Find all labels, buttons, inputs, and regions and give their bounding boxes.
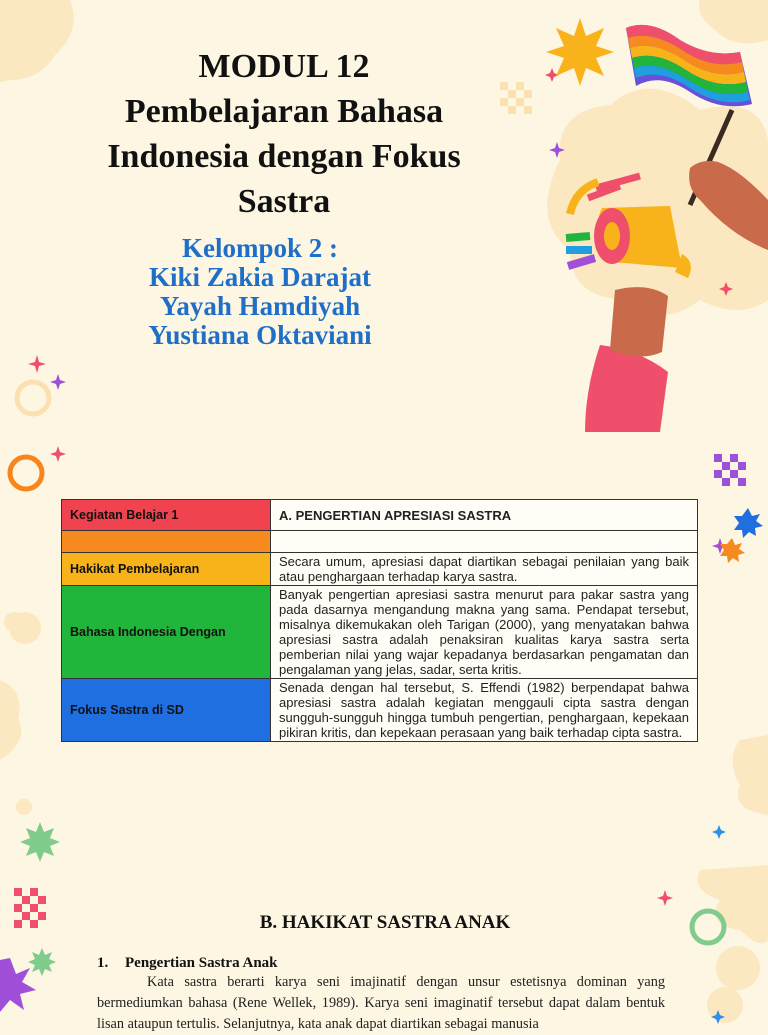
row-value: Senada dengan hal tersebut, S. Effendi (1982) berpendapat bahwa apresiasi sastra adalah kegiatan menggauli cipta sastra dengan sungguh-sungguh hingga tumbuh pengertian, penghargaan, kepekaan pikiran kritis, dan kepekaan perasaan yang baik terhadap cipta sastra.: [271, 679, 698, 742]
row-value: Banyak pengertian apresiasi sastra menurut para pakar sastra yang pada dasarnya mengandung makna yang sama. Pendapat tersebut, misalnya dikemukakan oleh Tarigan (2000), yang menyatakan bahwa apresiasi sastra adalah penaksiran kualitas karya sastra serta pemberian nilai yang wajar kepadanya berdasarkan pengamatan dan pengalaman yang jelas, sadar, serta kritis.: [271, 586, 698, 679]
starburst-shape: [28, 948, 56, 976]
group-members: [120, 234, 400, 350]
row-label: Hakikat Pembelajaran: [62, 553, 271, 586]
row-value: [271, 531, 698, 553]
ring-shape: [692, 911, 724, 943]
member-name: Yayah Hamdiyah: [120, 292, 400, 321]
blob-shape: [698, 865, 768, 943]
body-paragraph: Kata sastra berarti karya seni imajinatif dengan unsur estetisnya dominan yang bermediumkan bahasa (Rene Wellek, 1989). Karya seni imaginatif tersebut dapat dalam bentuk lisan ataupun tertulis. Selanjutnya, kata anak dapat diartikan sebagai manusia: [97, 972, 665, 1035]
starburst-shape: [20, 822, 60, 862]
starburst-shape: [720, 538, 745, 563]
table-row: [62, 500, 698, 531]
starburst-shape: [546, 18, 614, 86]
title-line: Pembelajaran Bahasa: [60, 89, 508, 134]
starburst-shape: [0, 958, 36, 1012]
hand-shape: [610, 287, 668, 356]
member-name: Yustiana Oktaviani: [120, 321, 400, 350]
table-row: [62, 586, 698, 679]
row-label: Kegiatan Belajar 1: [62, 500, 271, 531]
ring-shape: [10, 457, 42, 489]
subsection-number: 1.: [97, 955, 125, 972]
ring-shape: [17, 382, 49, 414]
table-row: [62, 553, 698, 586]
blob-shape: [0, 680, 21, 760]
member-name: Kiki Zakia Darajat: [120, 263, 400, 292]
row-label: Fokus Sastra di SD: [62, 679, 271, 742]
module-title: [60, 44, 508, 224]
group-label: Kelompok 2 :: [120, 234, 400, 263]
learning-activity-table: [61, 499, 698, 742]
title-line: Sastra: [60, 179, 508, 224]
blob-shape: [699, 0, 768, 43]
subsection-heading: [97, 955, 278, 972]
section-heading: B. HAKIKAT SASTRA ANAK: [160, 912, 610, 934]
row-label: [62, 531, 271, 553]
title-line: Indonesia dengan Fokus: [60, 134, 508, 179]
starburst-shape: [734, 508, 763, 538]
row-label: Bahasa Indonesia Dengan: [62, 586, 271, 679]
arm-shape: [585, 345, 668, 432]
table-row: [62, 531, 698, 553]
row-value: Secara umum, apresiasi dapat diartikan sebagai penilaian yang baik atau penghargaan terhadap karya sastra.: [271, 553, 698, 586]
module-number: MODUL 12: [60, 44, 508, 89]
row-value: A. PENGERTIAN APRESIASI SASTRA: [271, 500, 698, 531]
subsection-title: Pengertian Sastra Anak: [125, 955, 278, 971]
table-row: [62, 679, 698, 742]
blob-shape: [733, 735, 768, 815]
